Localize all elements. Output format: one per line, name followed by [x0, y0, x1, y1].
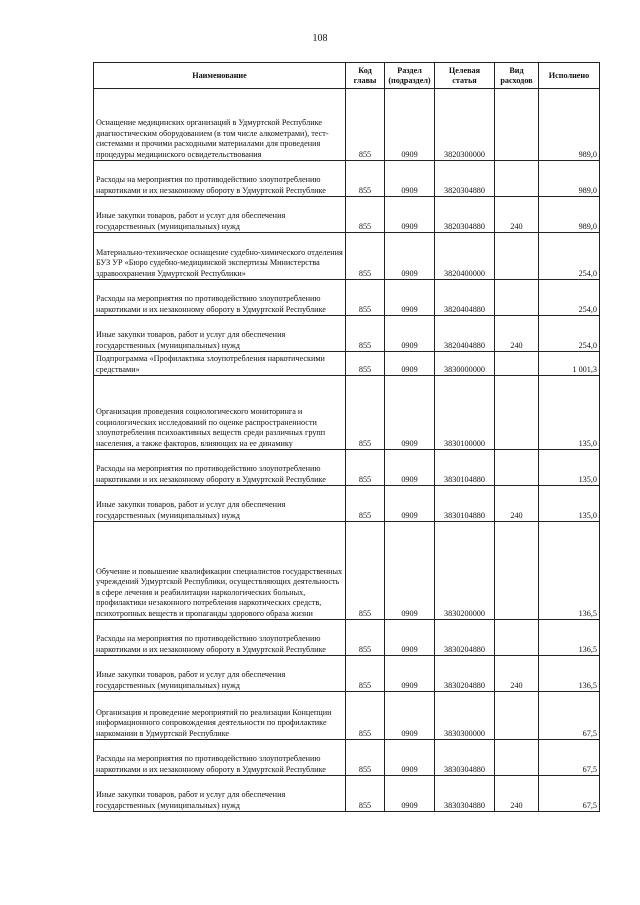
- cell-target: 3820404880: [435, 280, 495, 316]
- table-row: [94, 740, 600, 776]
- cell-code: 855: [346, 352, 385, 376]
- cell-target: 3830304880: [435, 776, 495, 812]
- cell-type: 240: [495, 486, 539, 522]
- table-row: [94, 776, 600, 812]
- cell-section: 0909: [385, 233, 435, 280]
- cell-done: 67,5: [539, 740, 600, 776]
- cell-type: [495, 376, 539, 450]
- header-target: Целевая статья: [435, 63, 495, 89]
- table-row: [94, 620, 600, 656]
- cell-code: 855: [346, 692, 385, 740]
- header-code: Код главы: [346, 63, 385, 89]
- cell-target: 3830100000: [435, 376, 495, 450]
- cell-section: 0909: [385, 280, 435, 316]
- cell-done: 67,5: [539, 776, 600, 812]
- header-section: Раздел (подраздел): [385, 63, 435, 89]
- cell-code: 855: [346, 486, 385, 522]
- cell-name: Расходы на мероприятия по противодействию злоупотреблению наркотиками и их незаконному обороту в Удмуртской Республике: [94, 740, 346, 776]
- cell-section: 0909: [385, 486, 435, 522]
- cell-type: [495, 89, 539, 161]
- cell-name: Иные закупки товаров, работ и услуг для обеспечения государственных (муниципальных) нужд: [94, 656, 346, 692]
- cell-done: 254,0: [539, 233, 600, 280]
- table-row: [94, 89, 600, 161]
- header-type: Вид расходов: [495, 63, 539, 89]
- table-row: [94, 450, 600, 486]
- budget-table: [93, 62, 600, 812]
- cell-code: 855: [346, 376, 385, 450]
- cell-section: 0909: [385, 450, 435, 486]
- cell-type: [495, 450, 539, 486]
- table-row: [94, 280, 600, 316]
- page-number: 108: [312, 33, 328, 44]
- cell-target: 3830200000: [435, 522, 495, 620]
- cell-done: 135,0: [539, 450, 600, 486]
- cell-done: 135,0: [539, 486, 600, 522]
- cell-target: 3820400000: [435, 233, 495, 280]
- cell-section: 0909: [385, 522, 435, 620]
- table-row: [94, 197, 600, 233]
- cell-type: [495, 352, 539, 376]
- table-body: [94, 89, 600, 812]
- cell-name: Обучение и повышение квалификации специалистов государственных учреждений Удмуртской Республики, осуществляющих деятельность в сфере лечения и реабилитации наркологических больных, профилактики незаконного потребления наркотических средств, психотропных веществ и пропаганды здорового образа жизни: [94, 522, 346, 620]
- cell-name: Организация и проведение мероприятий по реализации Концепции информационного сопровождения деятельности по профилактике наркомании в Удмуртской Республике: [94, 692, 346, 740]
- table-row: [94, 233, 600, 280]
- cell-name: Организация проведения социологического мониторинга и социологических исследований по оценке распространенности злоупотребления психоактивных веществ среди различных групп населения, а также факторов, влияющих на ее динамику: [94, 376, 346, 450]
- cell-type: 240: [495, 776, 539, 812]
- cell-section: 0909: [385, 352, 435, 376]
- cell-type: [495, 620, 539, 656]
- cell-target: 3830304880: [435, 740, 495, 776]
- cell-target: 3830104880: [435, 486, 495, 522]
- table-row: [94, 352, 600, 376]
- cell-name: Расходы на мероприятия по противодействию злоупотреблению наркотиками и их незаконному обороту в Удмуртской Республике: [94, 280, 346, 316]
- cell-name: Оснащение медицинских организаций в Удмуртской Республике диагностическим оборудованием (в том числе алкометрами), тест-системами и прочими расходными материалами для проведения процедуры медицинского освидетельствования: [94, 89, 346, 161]
- cell-type: 240: [495, 656, 539, 692]
- cell-type: [495, 522, 539, 620]
- cell-type: [495, 740, 539, 776]
- cell-section: 0909: [385, 89, 435, 161]
- cell-section: 0909: [385, 740, 435, 776]
- table-row: [94, 316, 600, 352]
- cell-target: 3820304880: [435, 161, 495, 197]
- cell-code: 855: [346, 233, 385, 280]
- cell-code: 855: [346, 522, 385, 620]
- cell-code: 855: [346, 740, 385, 776]
- cell-type: [495, 692, 539, 740]
- cell-target: 3830204880: [435, 620, 495, 656]
- cell-name: Иные закупки товаров, работ и услуг для обеспечения государственных (муниципальных) нужд: [94, 776, 346, 812]
- cell-target: 3830204880: [435, 656, 495, 692]
- cell-type: [495, 233, 539, 280]
- header-done: Исполнено: [539, 63, 600, 89]
- cell-done: 67,5: [539, 692, 600, 740]
- cell-done: 254,0: [539, 280, 600, 316]
- cell-target: 3820404880: [435, 316, 495, 352]
- table-row: [94, 656, 600, 692]
- cell-code: 855: [346, 161, 385, 197]
- cell-name: Материально-техническое оснащение судебно-химического отделения БУЗ УР «Бюро судебно-медицинской экспертизы Министерства здравоохранения Удмуртской Республики»: [94, 233, 346, 280]
- table-header-row: [94, 63, 600, 89]
- cell-section: 0909: [385, 161, 435, 197]
- table-row: [94, 522, 600, 620]
- cell-code: 855: [346, 776, 385, 812]
- table-row: [94, 376, 600, 450]
- header-name: Наименование: [94, 63, 346, 89]
- cell-section: 0909: [385, 656, 435, 692]
- cell-code: 855: [346, 656, 385, 692]
- cell-name: Расходы на мероприятия по противодействию злоупотреблению наркотиками и их незаконному обороту в Удмуртской Республике: [94, 450, 346, 486]
- cell-section: 0909: [385, 316, 435, 352]
- cell-target: 3820300000: [435, 89, 495, 161]
- cell-type: [495, 161, 539, 197]
- cell-done: 989,0: [539, 161, 600, 197]
- cell-section: 0909: [385, 197, 435, 233]
- cell-type: [495, 280, 539, 316]
- cell-name: Иные закупки товаров, работ и услуг для обеспечения государственных (муниципальных) нужд: [94, 486, 346, 522]
- cell-done: 254,0: [539, 316, 600, 352]
- cell-type: 240: [495, 316, 539, 352]
- cell-done: 136,5: [539, 522, 600, 620]
- cell-done: 135,0: [539, 376, 600, 450]
- cell-name: Иные закупки товаров, работ и услуг для обеспечения государственных (муниципальных) нужд: [94, 316, 346, 352]
- cell-section: 0909: [385, 376, 435, 450]
- cell-name: Иные закупки товаров, работ и услуг для обеспечения государственных (муниципальных) нужд: [94, 197, 346, 233]
- cell-section: 0909: [385, 776, 435, 812]
- cell-done: 989,0: [539, 89, 600, 161]
- cell-target: 3820304880: [435, 197, 495, 233]
- cell-code: 855: [346, 89, 385, 161]
- cell-type: 240: [495, 197, 539, 233]
- cell-code: 855: [346, 280, 385, 316]
- cell-name: Подпрограмма «Профилактика злоупотребления наркотическими средствами»: [94, 352, 346, 376]
- cell-done: 136,5: [539, 620, 600, 656]
- cell-code: 855: [346, 620, 385, 656]
- cell-section: 0909: [385, 620, 435, 656]
- cell-target: 3830300000: [435, 692, 495, 740]
- cell-done: 1 001,3: [539, 352, 600, 376]
- cell-done: 989,0: [539, 197, 600, 233]
- cell-target: 3830000000: [435, 352, 495, 376]
- cell-code: 855: [346, 450, 385, 486]
- cell-code: 855: [346, 197, 385, 233]
- table-row: [94, 692, 600, 740]
- table-row: [94, 161, 600, 197]
- cell-target: 3830104880: [435, 450, 495, 486]
- cell-done: 136,5: [539, 656, 600, 692]
- cell-name: Расходы на мероприятия по противодействию злоупотреблению наркотиками и их незаконному обороту в Удмуртской Республике: [94, 620, 346, 656]
- cell-code: 855: [346, 316, 385, 352]
- cell-name: Расходы на мероприятия по противодействию злоупотреблению наркотиками и их незаконному обороту в Удмуртской Республике: [94, 161, 346, 197]
- table-row: [94, 486, 600, 522]
- cell-section: 0909: [385, 692, 435, 740]
